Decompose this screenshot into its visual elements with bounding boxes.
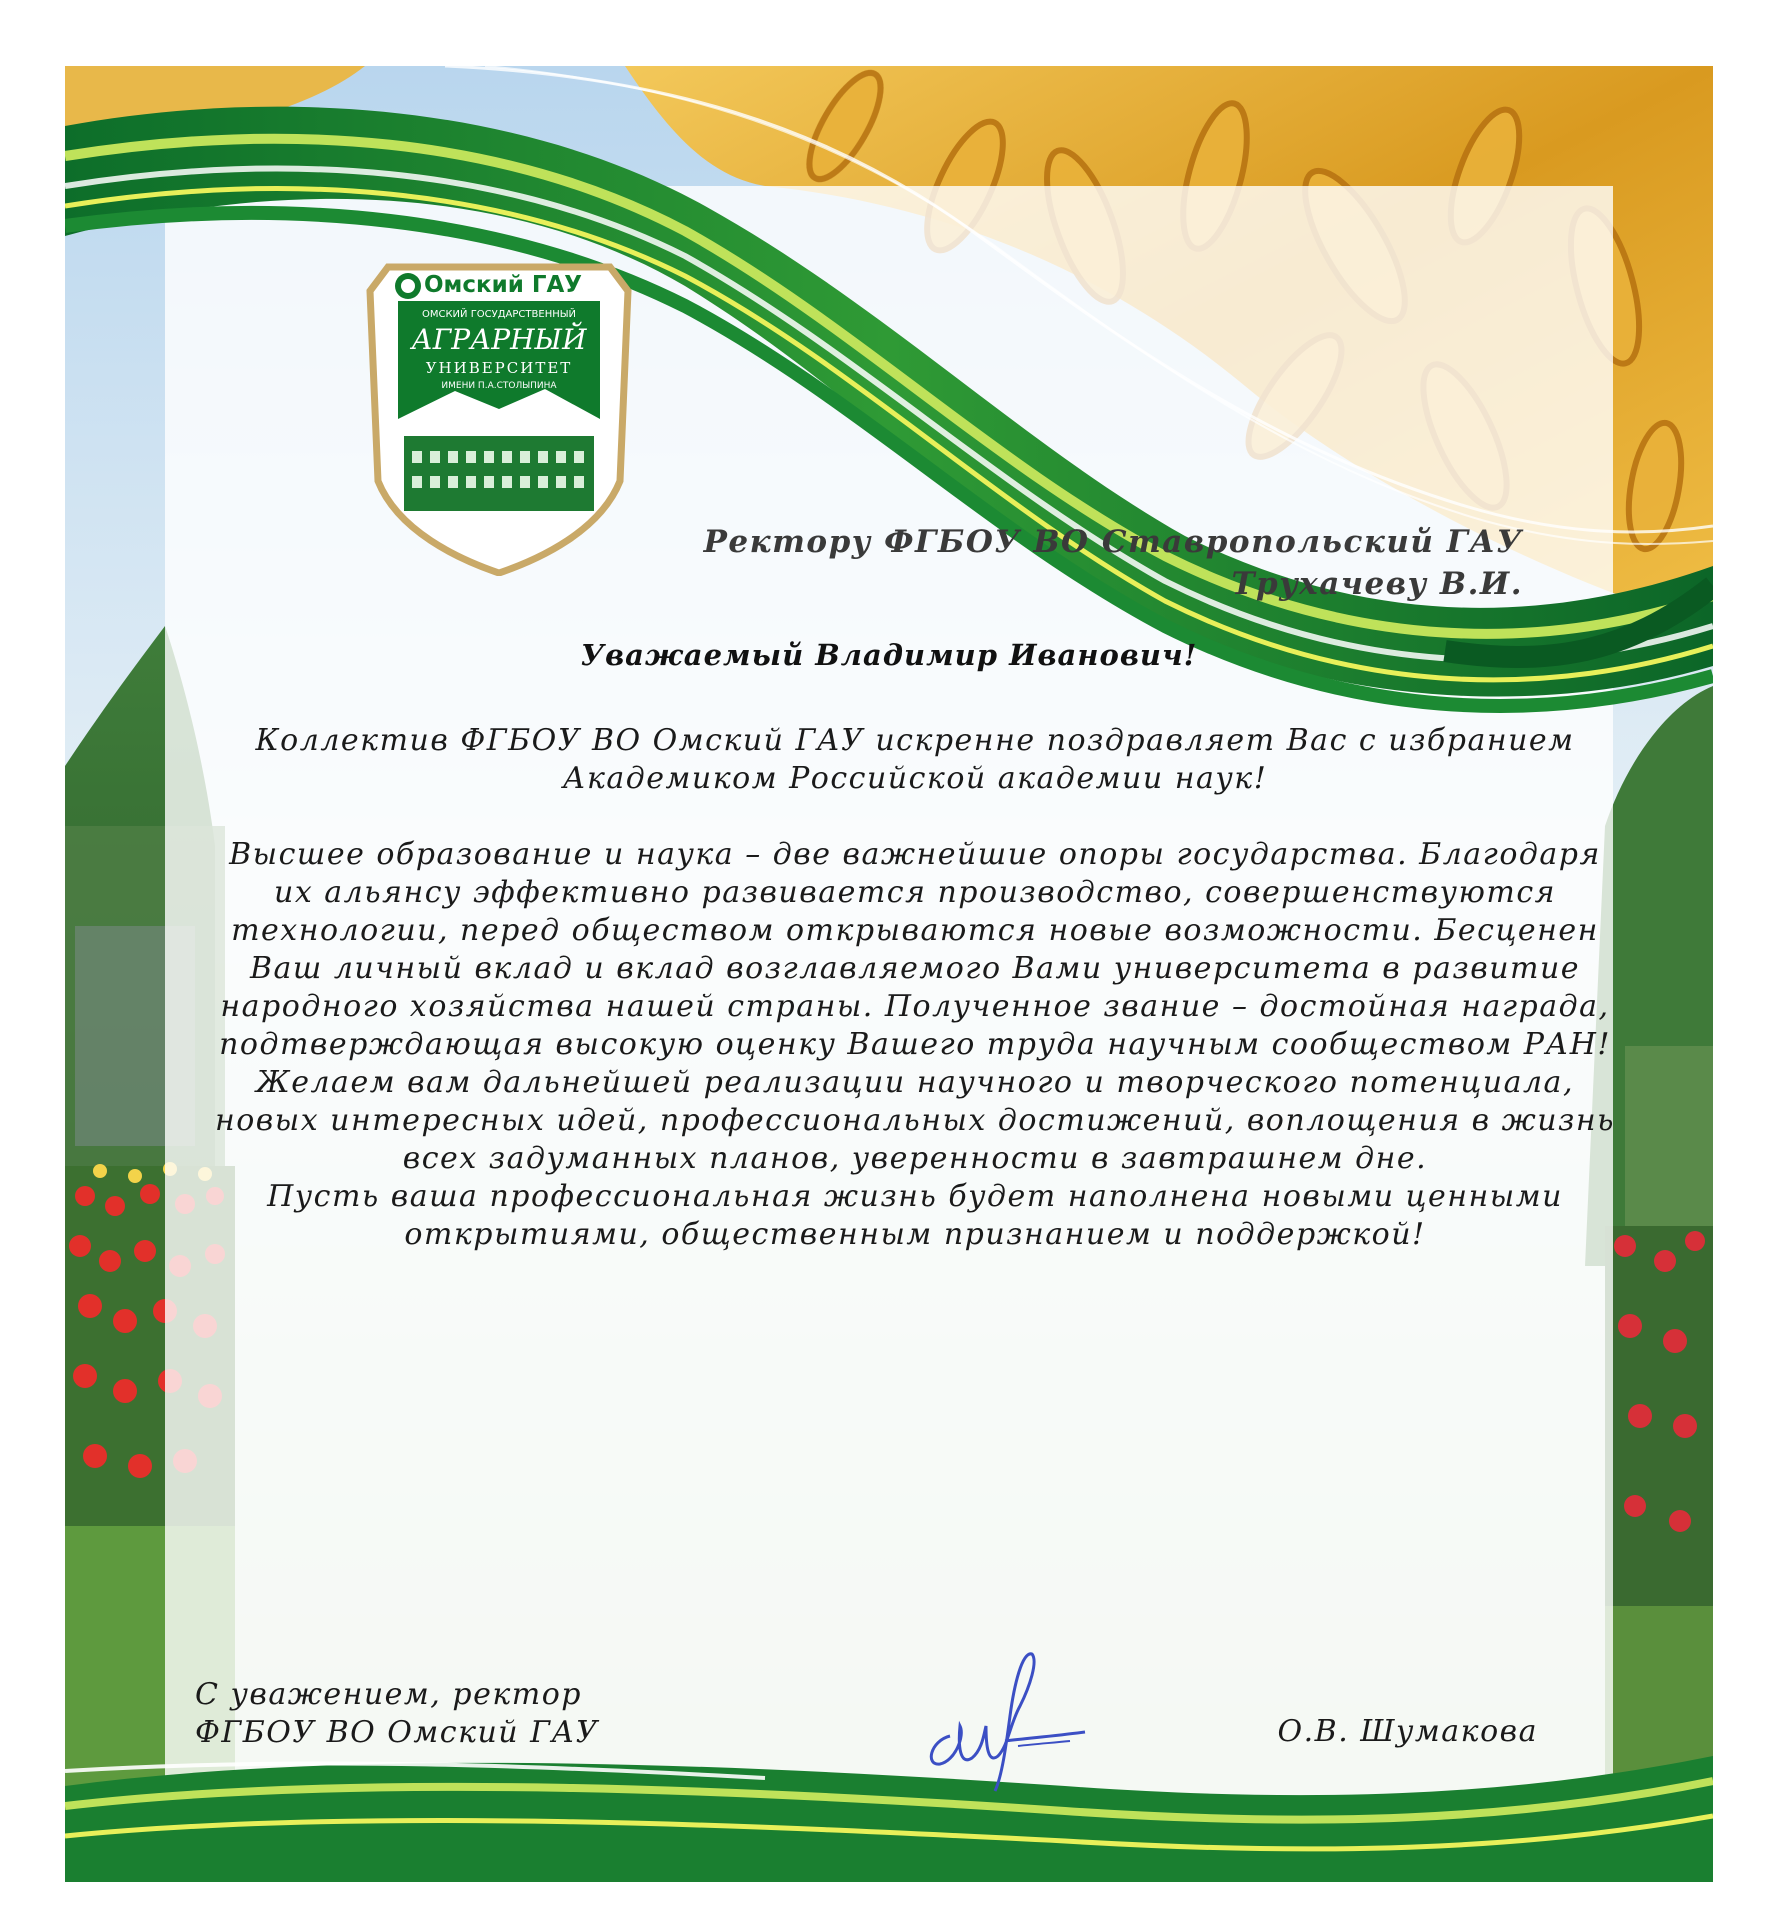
logo-brand: Омский ГАУ	[424, 272, 583, 298]
logo-line-4: ИМЕНИ П.А.СТОЛЫПИНА	[441, 381, 557, 391]
letter-page	[65, 66, 1713, 1882]
logo-line-3: УНИВЕРСИТЕТ	[425, 359, 573, 377]
logo-line-1: ОМСКИЙ ГОСУДАРСТВЕННЫЙ	[421, 309, 577, 320]
addressee-line-2: Трухачеву В.И.	[1231, 566, 1523, 602]
greeting: Уважаемый Владимир Иванович!	[580, 638, 1198, 672]
signer-name: О.В. Шумакова	[1277, 1714, 1538, 1749]
paragraph-3: Желаем вам дальнейшей реализации научного и творческого потенциала, новых интересных идей, профессиональных достижений, воплощения в жизнь всех задуманных планов, уверенности в завтрашнем дне.	[214, 1065, 1615, 1176]
closing-line-2: ФГБОУ ВО Омский ГАУ	[195, 1715, 599, 1750]
closing-line-1: С уважением, ректор	[195, 1677, 582, 1712]
addressee-line-1: Ректору ФГБОУ ВО Ставропольский ГАУ	[703, 524, 1523, 560]
congratulation-body	[205, 722, 1625, 1254]
handwritten-signature	[910, 1646, 1090, 1796]
paragraph-1: Коллектив ФГБОУ ВО Омский ГАУ искренне поздравляет Вас с избранием Академиком Российской академии наук!	[255, 723, 1575, 796]
paragraph-2: Высшее образование и наука – две важнейшие опоры государства. Благодаря их альянсу эффективно развивается производство, совершенствуются технологии, перед обществом открываются новые возможности. Бесценен Ваш личный вклад и вклад возглавляемого Вами университета в развитие народного хозяйства нашей страны. Полученное звание – достойная награда, подтверждающая высокую оценку Вашего труда научным сообществом РАН!	[219, 837, 1611, 1062]
closing-block	[195, 1676, 599, 1752]
university-logo	[360, 241, 638, 576]
paragraph-4: Пусть ваша профессиональная жизнь будет наполнена новыми ценными открытиями, общественным признанием и поддержкой!	[267, 1179, 1563, 1252]
logo-line-2: АГРАРНЫЙ	[411, 323, 587, 356]
